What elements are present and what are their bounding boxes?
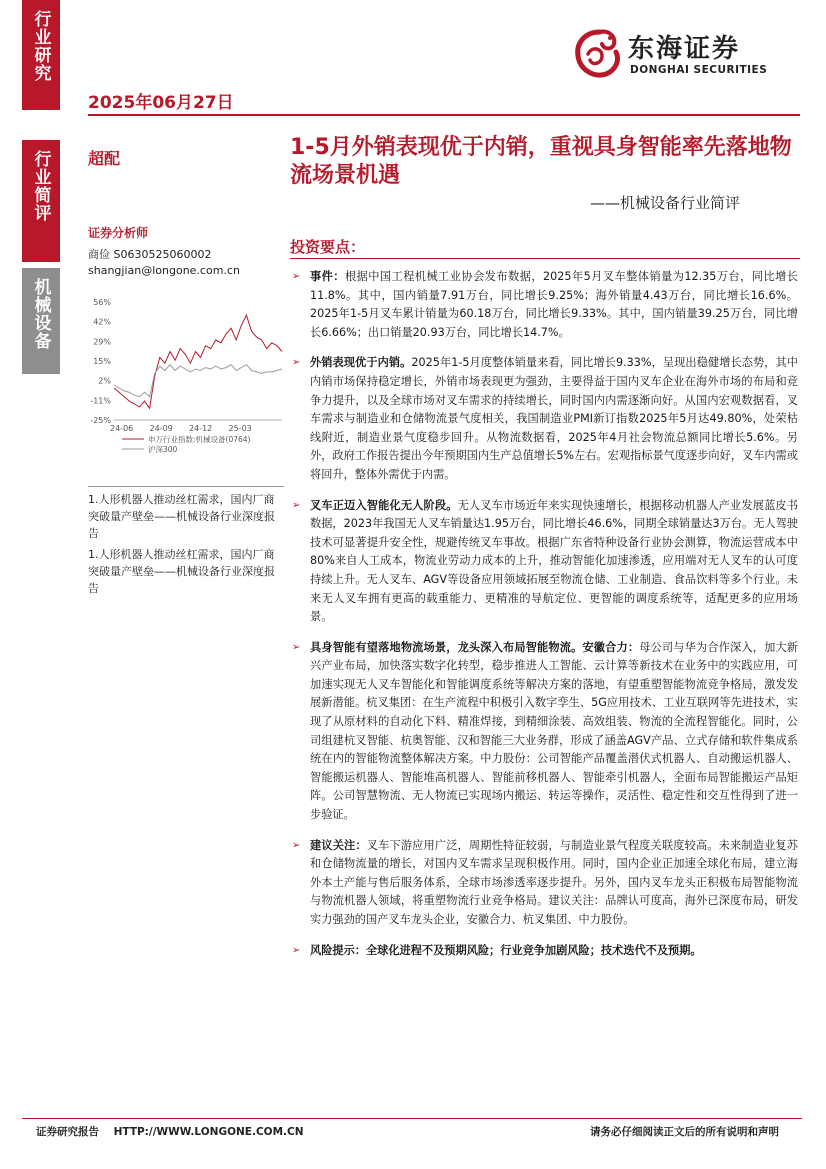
industry-rating: 超配 [88,149,121,168]
bullet-arrow-icon: ➢ [292,271,301,282]
side-tab-machinery [22,268,60,374]
bullet-arrow-icon: ➢ [292,839,301,851]
legend-label: 沪深300 [148,445,178,454]
y-tick-label: -25% [90,416,111,425]
bullet-text: 根据中国工程机械工业协会发布数据，2025年5月叉车整体销量为12.35万台，同比增长11.8%。其中，国内销量7.91万台，同比增长9.25%；海外销量4.43万台，同比增长16.6%。2025年1-5月叉车累计销量为60.18万台，同比增长9.33%。其中，国内销量39.25万台，同比增长6.66%；出口销量20.93万台，同比增长14.7%。 [310,270,798,339]
bullet-lead: 建议关注： [310,838,367,852]
key-point-event [290,268,798,342]
key-points-list [290,268,798,972]
x-tick-label: 24-09 [149,424,173,433]
legend-label: 申万行业指数:机械设备(0764) [148,435,251,444]
key-point-export [290,354,798,484]
bullet-arrow-icon: ➢ [292,944,301,956]
bullet-lead: 事件： [310,270,345,283]
key-point-unmanned [290,497,798,627]
series-line-0 [114,315,282,408]
bullet-text: 无人叉车市场近年来实现快速增长，根据移动机器人产业发展蓝皮书数据，2023年我国无人叉车销量达1.95万台，同比增长46.6%，同期全球销量达3万台。无人驾驶技术可显著提升安全性，规避传统叉车事故。根据广东省特种设备行业协会测算，物流运营成本中80%来自人工成本，物流业劳动力成本的上升，推动智能化加速渗透，应用端对无人叉车的认可度持续上升。无人叉车、AGV等设备应用领域拓展至物流仓储、工业制造、食品饮料等多个行业。未来无人叉车拥有更高的载重能力、更精准的导航定位、更智能的调度系统等，适配更多的应用场景。 [310,498,798,624]
key-points-heading: 投资要点： [290,238,366,256]
footer-website[interactable]: 证券研究报告 HTTP://WWW.LONGONE.COM.CN [36,1126,304,1138]
key-point-recommendation [290,837,798,930]
bullet-text: 母公司与华为合作深入，加大新兴产业布局，加快落实数字化转型，稳步推进人工智能、云计算等新技术在业务中的实践应用，可加速实现无人叉车智能化和智能调度系统等解决方案的落地，有望重塑智能物流竞争格局，激发发展新潜能。杭叉集团：在生产流程中积极引入数字孪生、5G应用技术、工业互联网等先进技术，实现了从原材料的自动化下料、精准焊接，到精细涂装、高效组装、物流的全流程智能化。同时，公司组建杭叉智能、杭奥智能、汉和智能三大业务群，形成了涵盖AGV产品、立式存储和软件集成系统在内的智能物流整体解决方案。中力股份：公司智能产品覆盖潜伏式机器人、自动搬运机器人、智能搬运机器人、智能堆高机器人、智能前移机器人、智能牵引机器人，全面布局智能搬运产品矩阵。公司智慧物流、无人物流已实现场内搬运、转运等操作，灵活性、稳定性和交互性得到了进一步验证。 [310,640,798,822]
bullet-arrow-icon: ➢ [292,499,301,511]
side-tab-industry-brief [22,140,60,262]
logo-chinese-name: 东海证券 [628,34,741,64]
y-tick-label: 2% [98,376,111,386]
analyst-name: 商俭 S0630525060002 [88,248,212,261]
related-report-item[interactable]: 1.人形机器人推动丝杠需求，国内厂商突破量产壁垒——机械设备行业深度报告 [88,548,275,595]
company-logo [570,26,800,86]
series-line-1 [114,365,282,397]
performance-chart [86,296,292,472]
bullet-text: 全球化进程不及预期风险；行业竞争加剧风险；技术迭代不及预期。 [365,943,702,957]
header-divider [88,114,800,116]
key-point-risk [290,942,798,961]
side-tab-label: 行业简评 [30,150,51,222]
bullet-lead: 具身智能有望落地物流场景，龙头深入布局智能物流。安徽合力： [310,640,640,654]
chart-svg [86,296,292,472]
bullet-lead: 风险提示： [310,943,366,957]
y-tick-label: 56% [93,298,111,307]
logo-english-name: DONGHAI SECURITIES [630,64,768,76]
bullet-lead: 外销表现优于内销。 [310,356,412,370]
key-points-divider [290,258,800,259]
report-subtitle: ——机械设备行业简评 [590,194,741,212]
side-tab-label: 机械设备 [30,278,51,350]
footer-disclaimer: 请务必仔细阅读正文后的所有说明和声明 [590,1126,779,1138]
analyst-heading: 证券分析师 [88,226,149,240]
x-tick-label: 25-03 [228,424,252,433]
footer-divider [22,1118,802,1119]
bullet-text: 2025年1-5月度整体销量来看，同比增长9.33%，呈现出稳健增长态势，其中内销市场保持稳定增长，外销市场表现更为强劲，主要得益于国内叉车企业在海外市场的布局和竞争力提升，以及全球市场对叉车需求的持续增长，同时国内内需逐渐向好。从国内宏观数据看，叉车需求与制造业和仓储物流景气度相关，我国制造业PMI新订指数2025年5月达49.80%，处荣枯线附近，制造业景气度稳步回升。从物流数据看，2025年4月社会物流总额同比增长5.6%。另外，政府工作报告提出今年预期国内生产总值增长5%左右。宏观指标景气度逐步向好，叉车内需或将回升，整体外需优于内需。 [310,356,798,481]
bullet-lead: 叉车正迈入智能化无人阶段。 [310,498,458,512]
x-tick-label: 24-12 [189,424,213,433]
side-tab-industry-research [22,0,60,110]
bullet-arrow-icon: ➢ [292,641,301,653]
related-report-item[interactable]: 1.人形机器人推动丝杠需求，国内厂商突破量产壁垒——机械设备行业深度报告 [88,493,275,540]
analyst-email: shangjian@longone.com.cn [88,264,240,277]
bullet-text: 叉车下游应用广泛，周期性特征较弱，与制造业景气程度关联度较高。未来制造业复苏和仓储物流量的增长，对国内叉车需求呈现积极作用。同时，国内企业正加速全球化布局，建立海外本土产能与售后服务体系，全球市场渗透率逐步提升。另外，国内叉车龙头正积极布局智能物流与物流机器人领域，将重塑物流行业竞争格局。建议关注：品牌认可度高，海外已深度布局，研发实力强劲的国产叉车龙头企业，安徽合力、杭叉集团、中力股份。 [310,838,798,926]
report-date: 2025年06月27日 [88,93,234,113]
report-title: 1-5月外销表现优于内销，重视具身智能率先落地物流场景机遇 [290,135,792,188]
bullet-arrow-icon: ➢ [292,357,301,369]
dragon-logo-icon [570,26,626,84]
key-point-embodied-ai [290,639,798,825]
side-tab-label: 行业研究 [30,10,51,82]
related-reports [88,486,284,599]
y-tick-label: -11% [90,396,111,406]
y-tick-label: 15% [93,357,111,366]
y-tick-label: 29% [93,337,111,347]
x-tick-label: 24-06 [110,424,134,433]
y-tick-label: 42% [93,317,111,327]
